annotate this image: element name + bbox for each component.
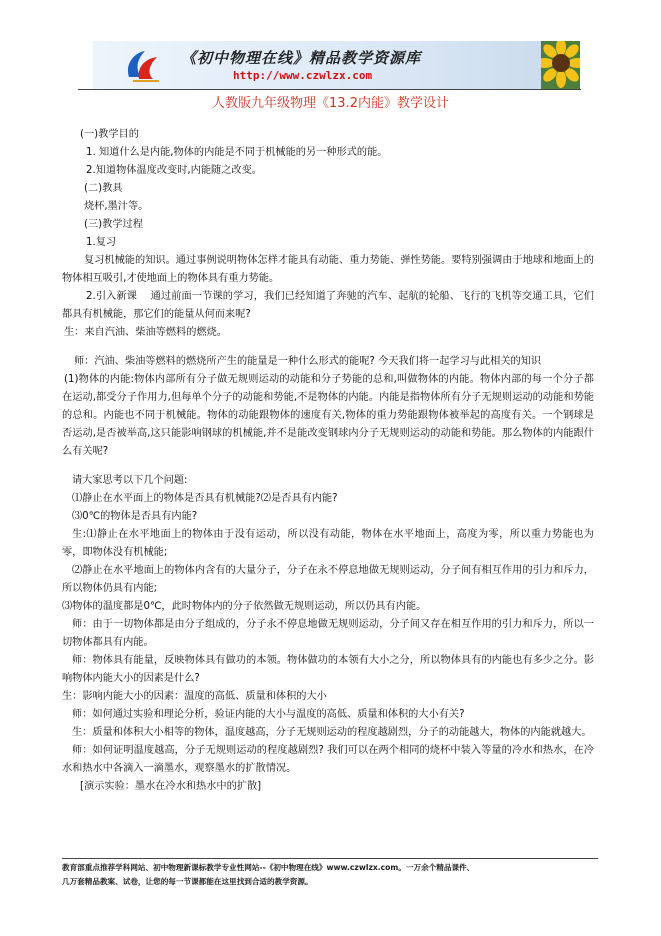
paragraph: 2.知道物体温度改变时,内能随之改变。: [86, 165, 262, 176]
paragraph-gap: [62, 461, 594, 472]
sunflower-icon: [541, 41, 580, 89]
footer-line-1: 教育部重点推荐学科网站、初中物理新课标教学专业性网站--《初中物理在线》www.czwlzx.com。一万余个精品课件、: [62, 863, 475, 872]
paragraph: 1. 知道什么是内能,物体的内能是不同于机械能的另一种形式的能。: [86, 147, 388, 158]
paragraph: (1)物体的内能:物体内部所有分子做无规则运动的动能和分子势能的总和,叫做物体的内能。物体内部的每一个分子都在运动,都受分子作用力,但每单个分子的动能和势能,不是物体的内能。内能是指物体所有分子无规则运动的动能和势能的总和。内能也不同于机械能。物体的动能跟物体的速度有关,物体的重力势能跟物体被举起的高度有关。一个钢球是否运动,是否被举高,这只能影响钢球的机械能,并不是能改变钢球内分子无规则运动的动能和势能。那么物体的内能跟什么有关呢?: [62, 374, 594, 457]
paragraph: [演示实验：墨水在冷水和热水中的扩散]: [80, 781, 262, 792]
paragraph: 生：质量和体积大小相等的物体，温度越高，分子无规则运动的程度越剧烈，分子的动能越大，物体的内能就越大。: [72, 727, 592, 738]
paragraph: 师：汽油、柴油等燃料的燃烧所产生的能量是一种什么形式的能呢? 今天我们将一起学习与此相关的知识: [74, 356, 542, 367]
paragraph: (一)教学目的: [80, 129, 139, 140]
paragraph: 1.复习: [86, 237, 117, 248]
paragraph: (三)教学过程: [84, 219, 143, 230]
banner-title: 《初中物理在线》精品教学资源库: [181, 49, 422, 67]
paragraph: 师：物体具有能量，反映物体具有做功的本领。物体做功的本领有大小之分，所以物体具有的内能也有多少之分。影响物体内能大小的因素是什么?: [62, 655, 594, 684]
paragraph: 2.引入新课 通过前面一节课的学习，我们已经知道了奔驰的汽车、起航的轮船、飞行的飞机等交通工具，它们都具有机械能，那它们的能量从何而来呢?: [62, 291, 594, 320]
site-logo-icon: [123, 47, 161, 83]
paragraph: ⑶0℃的物体是否具有内能?: [72, 511, 198, 522]
paragraph: 复习机械能的知识。通过事例说明物体怎样才能具有动能、重力势能、弹性势能。要特别强调由于地球和地面上的物体相互吸引,才使地面上的物体具有重力势能。: [62, 255, 594, 284]
header-rule: [78, 89, 581, 90]
footer-rule: [62, 858, 598, 859]
paragraph: 生：影响内能大小的因素：温度的高低、质量和体积的大小: [62, 691, 327, 702]
footer-line-2: 几万套精品教案、试卷，让您的每一节课都能在这里找到合适的教学资源。: [62, 877, 313, 886]
paragraph: ⑴静止在水平面上的物体是否具有机械能?⑵是否具有内能?: [72, 493, 338, 504]
paragraph: 师：由于一切物体都是由分子组成的，分子永不停息地做无规则运动，分子间又存在相互作用的引力和斥力，所以一切物体都具有内能。: [62, 619, 594, 648]
document-body: [62, 126, 594, 796]
paragraph: 生:⑴静止在水平地面上的物体由于没有运动，所以没有动能，物体在水平地面上，高度为零，所以重力势能也为零，即物体没有机械能;: [62, 529, 594, 558]
paragraph: ⑶物体的温度都是0℃，此时物体内的分子依然做无规则运动，所以仍具有内能。: [62, 601, 427, 612]
paragraph: 师：如何证明温度越高，分子无规则运动的程度越剧烈? 我们可以在两个相同的烧杯中装入等量的冷水和热水，在冷水和热水中各滴入一滴墨水，观察墨水的扩散情况。: [62, 745, 594, 774]
page-footer: [62, 861, 602, 889]
paragraph: 烧杯,墨汁等。: [84, 201, 149, 212]
paragraph: 请大家思考以下几个问题:: [72, 475, 188, 486]
header-banner: [93, 41, 580, 89]
paragraph: (二)教具: [84, 183, 123, 194]
document-title: 人教版九年级物理《13.2内能》教学设计: [212, 96, 449, 111]
paragraph: 师：如何通过实验和理论分析，验证内能的大小与温度的高低、质量和体积的大小有关?: [72, 709, 465, 720]
paragraph: 生：来自汽油、柴油等燃料的燃烧。: [64, 327, 227, 338]
paragraph: ⑵静止在水平地面上的物体内含有的大量分子，分子在永不停息地做无规则运动，分子间有相互作用的引力和斥力，所以物体仍具有内能;: [62, 565, 594, 594]
paragraph-gap: [62, 342, 594, 353]
banner-url[interactable]: http://www.czwlzx.com: [233, 69, 373, 82]
